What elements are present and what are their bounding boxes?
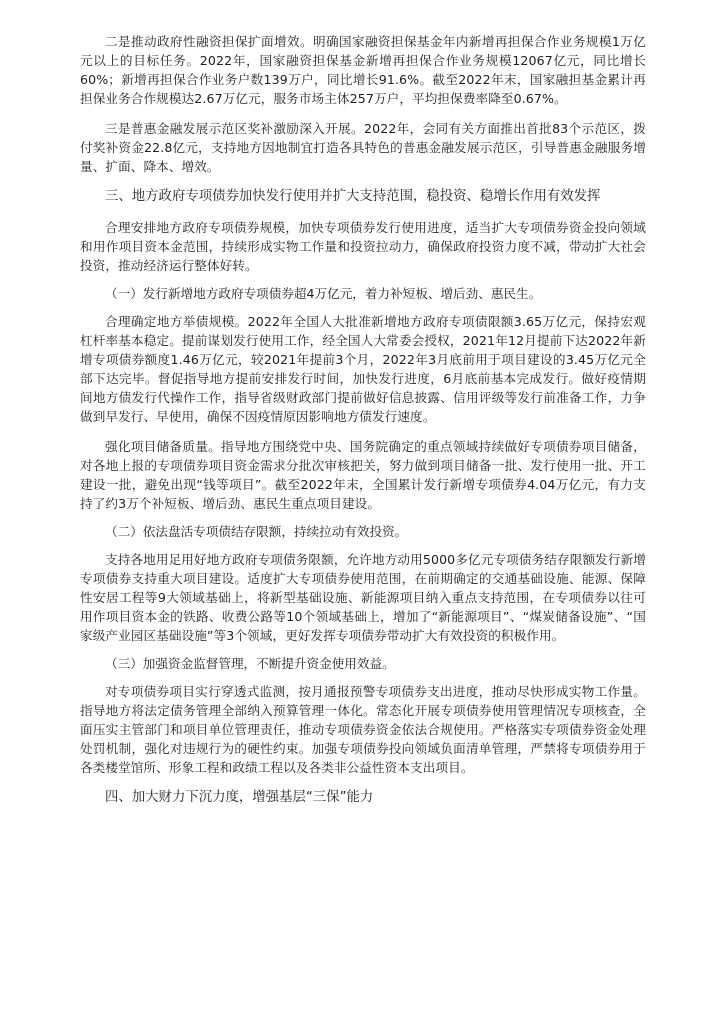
document-page bbox=[80, 32, 646, 808]
paragraph-bond-overview: 合理安排地方政府专项债券规模，加快专项债券发行使用进度，适当扩大专项债券资金投向领域和用作项目资本金范围，持续形成实物工作量和投资拉动力，确保政府投资力度不减，带动扩大社会投资，推动经济运行整体好转。 bbox=[80, 220, 646, 273]
subheading-remaining-quota: （二）依法盘活专项债结存限额，持续拉动有效投资。 bbox=[105, 524, 408, 539]
paragraph-debt-scale: 合理确定地方举债规模。2022年全国人大批准新增地方政府专项债限额3.65万亿元，保持宏观杠杆率基本稳定。提前谋划发行使用工作，经全国人大常委会授权，2021年12月提前下达2022年新增专项债券额度1.46万亿元，较2021年提前3个月，2022年3月底前用于项目建设的3.45万亿元全部下达完毕。督促指导地方提前安排发行时间，加快发行进度，6月底前基本完成发行。做好疫情期间地方债发行代操作工作，指导省级财政部门提前做好信息披露、信用评级等发行前准备工作，力争做到早发行、早使用，确保不因疫情原因影响地方债发行速度。 bbox=[80, 314, 646, 424]
paragraph-quota-usage: 支持各地用足用好地方政府专项债务限额，允许地方动用5000多亿元专项债务结存限额发行新增专项债券支持重大项目建设。适度扩大专项债券使用范围，在前期确定的交通基础设施、能源、保障性安居工程等9大领域基础上，将新型基础设施、新能源项目纳入重点支持范围，在专项债券以往可用作项目资本金的铁路、收费公路等10个领域基础上，增加了“新能源项目”、“煤炭储备设施”、“国家级产业园区基础设施”等3个领域，更好发挥专项债券带动扩大有效投资的积极作用。 bbox=[80, 552, 646, 643]
paragraph-project-reserve: 强化项目储备质量。指导地方围绕党中央、国务院确定的重点领域持续做好专项债券项目储备，对各地上报的专项债券项目资金需求分批次审核把关，努力做到项目储备一批、发行使用一批、开工建设一批，避免出现“钱等项目”。截至2022年末，全国累计发行新增专项债券4.04万亿元，有力支持了约3万个补短板、增后劲、惠民生重点项目建设。 bbox=[80, 439, 646, 511]
subheading-new-bonds: （一）发行新增地方政府专项债券超4万亿元，着力补短板、增后劲、惠民生。 bbox=[105, 286, 542, 301]
paragraph-supervision-detail: 对专项债券项目实行穿透式监测，按月通报预警专项债券支出进度，推动尽快形成实物工作量。指导地方将法定债务管理全部纳入预算管理一体化。常态化开展专项债券使用管理情况专项核查，全面压实主管部门和项目单位管理责任，推动专项债券资金依法合规使用。严格落实专项债券资金处理处罚机制，强化对违规行为的硬性约束。加强专项债券投向领域负面清单管理，严禁将专项债券用于各类楼堂馆所、形象工程和政绩工程以及各类非公益性资本支出项目。 bbox=[80, 684, 646, 775]
section-heading-grassroots: 四、加大财力下沉力度，增强基层“三保”能力 bbox=[105, 790, 374, 805]
section-heading-special-bonds: 三、地方政府专项债券加快发行使用并扩大支持范围，稳投资、稳增长作用有效发挥 bbox=[105, 189, 601, 204]
subheading-fund-supervision: （三）加强资金监督管理，不断提升资金使用效益。 bbox=[105, 656, 395, 671]
paragraph-financing-guarantee: 二是推动政府性融资担保扩面增效。明确国家融资担保基金年内新增再担保合作业务规模1万亿元以上的目标任务。2022年，国家融资担保基金新增再担保合作业务规模12067亿元，同比增长60%；新增再担保合作业务户数139万户，同比增长91.6%。截至2022年末，国家融担基金累计再担保业务合作规模达2.67万亿元，服务市场主体257万户，平均担保费率降至0.67%。 bbox=[80, 34, 646, 106]
paragraph-inclusive-finance: 三是普惠金融发展示范区奖补激励深入开展。2022年，会同有关方面推出首批83个示范区，拨付奖补资金22.8亿元，支持地方因地制宜打造各具特色的普惠金融发展示范区，引导普惠金融服务增量、扩面、降本、增效。 bbox=[80, 121, 646, 174]
